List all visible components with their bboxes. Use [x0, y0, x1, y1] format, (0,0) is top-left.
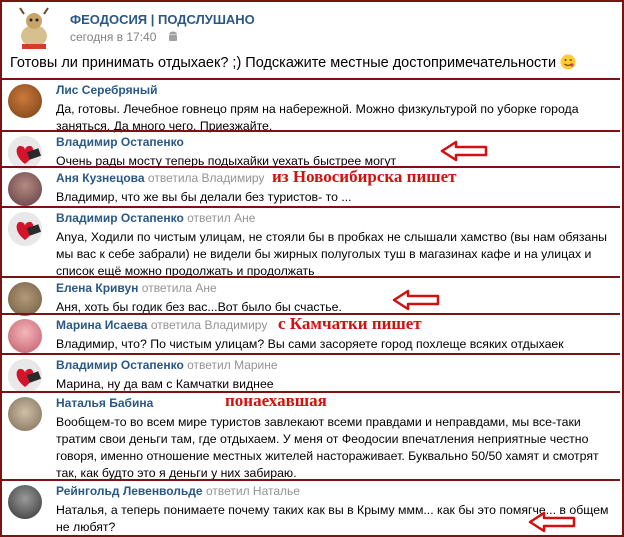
avatar[interactable]: [8, 136, 42, 170]
avatar[interactable]: [8, 282, 42, 316]
comment-author[interactable]: Владимир Остапенко: [56, 211, 184, 225]
camel-icon: [12, 6, 56, 50]
reply-to[interactable]: ответила Владимиру: [150, 318, 268, 332]
annotation-note: понаехавшая: [225, 391, 327, 410]
comment: [2, 276, 620, 313]
avatar[interactable]: [8, 397, 42, 431]
comment-author[interactable]: Лис Серебряный: [56, 83, 158, 97]
reply-to[interactable]: ответила Ане: [141, 281, 217, 295]
annotation-note: с Камчатки пишет: [278, 314, 422, 333]
post-time[interactable]: сегодня в 17:40: [70, 30, 157, 44]
comment-text: Аня, хоть бы годик без вас...Вот было бы счастье.: [56, 300, 342, 314]
avatar[interactable]: [8, 359, 42, 393]
post-text: Готовы ли принимать отдыхаек? ;) Подскажите местные достопримечательности: [10, 54, 576, 71]
group-name[interactable]: ФЕОДОСИЯ | ПОДСЛУШАНО: [70, 12, 255, 27]
avatar[interactable]: [8, 212, 42, 246]
comment-text: Владимир, что же вы бы делали без туристов- то ...: [56, 190, 352, 204]
comment-author[interactable]: Марина Исаева: [56, 318, 148, 332]
reply-to[interactable]: ответил Ане: [187, 211, 256, 225]
comment-text: Марина, ну да вам с Камчатки виднее: [56, 377, 274, 391]
comment: [2, 130, 620, 166]
reply-to[interactable]: ответил Наталье: [205, 484, 300, 498]
comment: [2, 353, 620, 391]
comment: [2, 206, 620, 276]
group-avatar[interactable]: [12, 6, 56, 50]
annotation-note: из Новосибирска пишет: [272, 167, 457, 186]
comment-author[interactable]: Елена Кривун: [56, 281, 139, 295]
reply-to[interactable]: ответил Марине: [187, 358, 278, 372]
comment-text: Да, готовы. Лечебное говнецо прям на набережной. Можно физкультурой по уборке города заняться. Да много чего. Приезжайте.: [56, 102, 579, 133]
wink-emoji-icon: [560, 54, 576, 70]
avatar[interactable]: [8, 485, 42, 519]
heart-crimea-icon: [8, 359, 42, 393]
reply-to[interactable]: ответила Владимиру: [147, 171, 265, 185]
red-arrow-icon: [528, 511, 576, 533]
comment-author[interactable]: Владимир Остапенко: [56, 358, 184, 372]
comment: [2, 78, 620, 133]
comment-text: Наталья, а теперь понимаете почему таких как вы в Крыму ммм... как бы это помягче... в общем не любят?: [56, 503, 609, 534]
comment-author[interactable]: Аня Кузнецова: [56, 171, 145, 185]
heart-crimea-icon: [8, 136, 42, 170]
red-arrow-icon: [392, 289, 440, 311]
comment-text: Владимир, что? По чистым улицам? Вы сами засоряете город похлеще всяких отдыхаек: [56, 337, 564, 351]
post-header: [8, 6, 616, 52]
comment-author[interactable]: Рейнгольд Левенвольде: [56, 484, 203, 498]
red-arrow-icon: [440, 140, 488, 162]
heart-crimea-icon: [8, 212, 42, 246]
comment-text: Вообщем-то во всем мире туристов завлекают всеми правдами и неправдами, мы все-таки тратим свои деньги там, где отдыхаем. У меня от Феодосии впечатления неприятные честно говоря, именно отношение местных жителей настораживает. Буквально 50/50 хамят и смотрят так, как будто это я деньги у них забираю.: [56, 415, 599, 480]
avatar[interactable]: [8, 172, 42, 206]
comment-author[interactable]: Наталья Бабина: [56, 396, 154, 410]
comment-text: Anya, Ходили по чистым улицам, не стояли бы в пробках не слышали хамство (вы нам обязаны мы вас к себе забрали) не видели бы жирных полуголых туш в магазинах кафе и на улицах и список ещё можно продолжать и продолжать: [56, 230, 607, 278]
comment-text: Очень рады мосту теперь подыхайки уехать быстрее могут: [56, 154, 397, 168]
avatar[interactable]: [8, 319, 42, 353]
android-icon: [168, 31, 178, 43]
comment-author[interactable]: Владимир Остапенко: [56, 135, 184, 149]
avatar[interactable]: [8, 84, 42, 118]
